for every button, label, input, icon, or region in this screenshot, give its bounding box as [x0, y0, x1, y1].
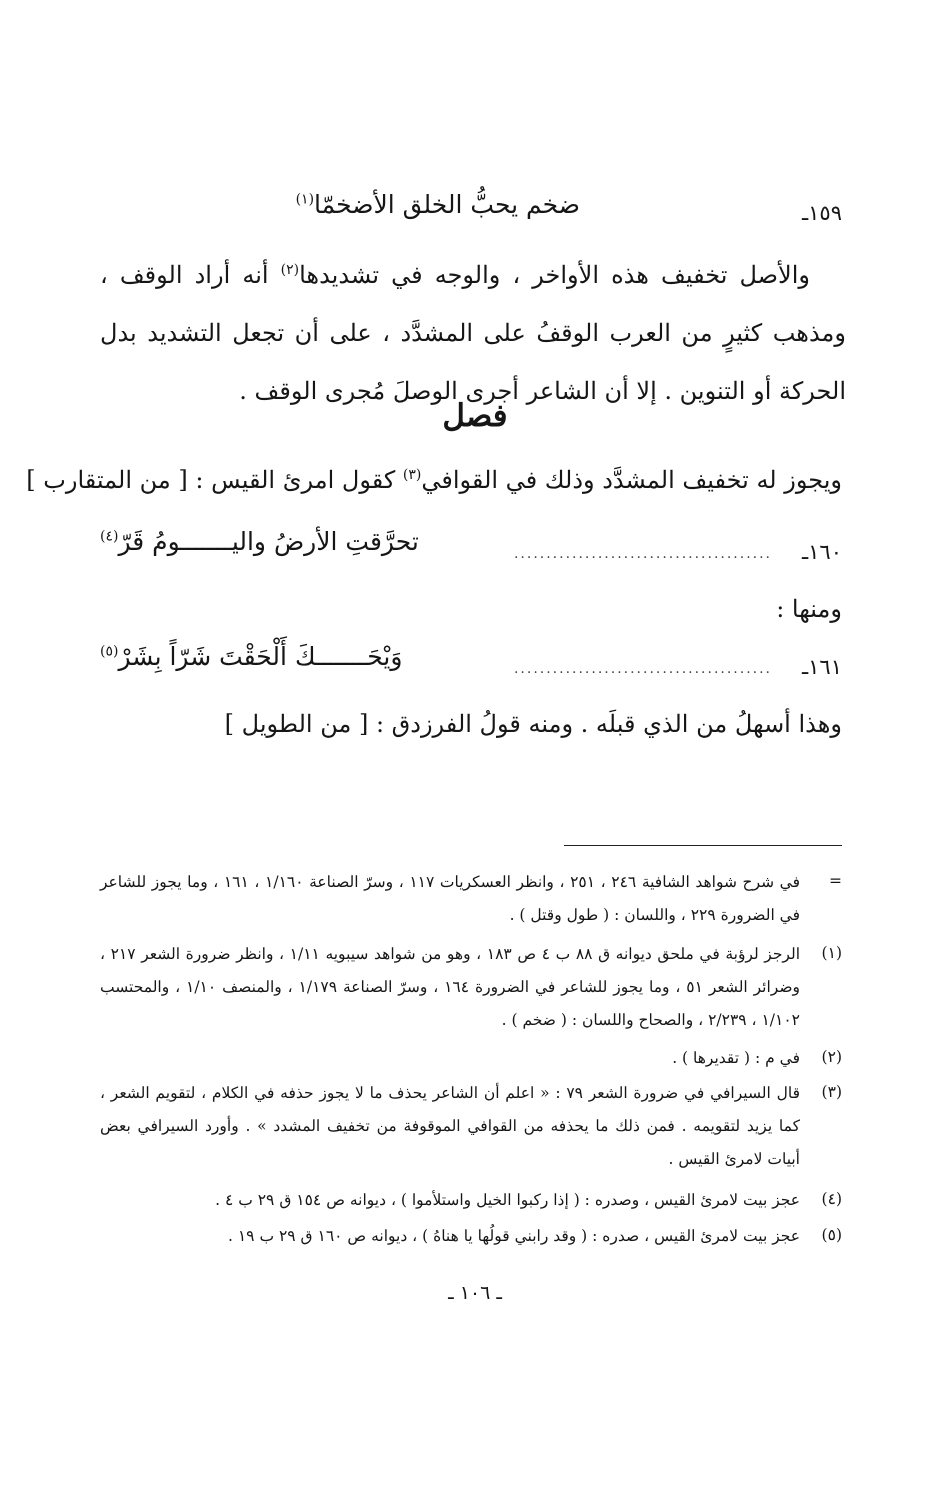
- footnote-4-mark: (٤): [821, 1190, 842, 1208]
- verse-160-line: تحرَّقتِ الأرضُ واليـــــــومُ قَرّ: [118, 527, 419, 556]
- footnote-divider: [564, 845, 842, 846]
- verse-160-ref: (٤): [100, 528, 119, 545]
- footnote-3: قال السيرافي في ضرورة الشعر ٧٩ : « اعلم أن الشاعر يحذف ما لا يجوز حذفه في الكلام ، لتقويم الشعر ، كما يزيد لتقويمه . فمن ذلك ما يحذفه من القوافي الموقوفة من تخفيف المشدد » . وأورد السيرافي بعض أبيات لامرئ القيس .: [100, 1084, 800, 1168]
- verse-160-dots: ........................................: [513, 546, 772, 562]
- paragraph-2: [26, 466, 842, 494]
- paragraph-1-text: والأصل تخفيف هذه الأواخر ، والوجه في تشديدها: [299, 261, 810, 289]
- footnote-1: الرجز لرؤبة في ملحق ديوانه ق ٨٨ ب ٤ ص ١٨٣ ، وهو من شواهد سيبويه ١/١١ ، وانظر ضرورة الشعر ٢١٧ ، وضرائر الشعر ٥١ ، وما يجوز للشاعر في الضرورة ١٦٤ ، وسرّ الصناعة ١/١٧٩ ، والمنصف ١/١٠ ، والمحتسب ١/١٠٢ ، ٢/٢٣٩ ، والصحاح واللسان : ( ضخم ) .: [100, 945, 801, 1029]
- page-number: ـ ١٠٦ ـ: [448, 1282, 502, 1304]
- paragraph-1: [100, 241, 846, 420]
- paragraph-3: وهذا أسهلُ من الذي قبلَه . ومنه قولُ الفرزدق : [ من الطويل ]: [224, 710, 842, 738]
- verse-161-line: وَيْحَـــــــكَ أَلْحَقْتَ شَرّاً بِشَرْ: [118, 642, 403, 671]
- verse-159-text: [296, 190, 580, 219]
- verse-159-number: ١٥٩ـ: [802, 201, 842, 225]
- minha-label: ومنها :: [776, 595, 842, 623]
- section-heading: فصل: [442, 398, 508, 434]
- paragraph-2-text-cont: كقول امرئ القيس : [ من المتقارب ]: [26, 466, 403, 494]
- paragraph-2-ref: (٣): [402, 467, 422, 483]
- footnote-3-mark: (٣): [821, 1083, 842, 1101]
- paragraph-1-text-cont: أنه أراد الوقف ، ومذهب كثيرٍ من العرب الوقفُ على المشدَّد ، على أن تجعل التشديد بدل الحركة أو التنوين . إلا أن الشاعر أجرى الوصلَ مُجرى الوقف .: [100, 261, 846, 405]
- footnote-4: عجز بيت لامرئ القيس ، وصدره : ( إذا ركبوا الخيل واستلأموا ) ، ديوانه ص ١٥٤ ق ٢٩ ب ٤ .: [215, 1191, 800, 1209]
- verse-161-number: ١٦١ـ: [802, 655, 842, 679]
- footnote-continuation-mark: =: [829, 872, 842, 890]
- footnote-5: عجز بيت لامرئ القيس ، صدره : ( وقد رابني قولُها يا هناهُ ) ، ديوانه ص ١٦٠ ق ٢٩ ب ١٩ .: [228, 1227, 800, 1245]
- paragraph-1-ref: (٢): [280, 262, 300, 278]
- verse-159-line: ضخم يحبُّ الخلق الأضخمّا: [314, 190, 580, 219]
- verse-159-ref: (١): [295, 191, 315, 208]
- verse-161-ref: (٥): [100, 643, 119, 660]
- verse-161-dots: ........................................: [513, 661, 772, 677]
- verse-160-number: ١٦٠ـ: [802, 540, 842, 564]
- footnote-2: في م : ( تقديرها ) .: [672, 1049, 800, 1067]
- footnote-2-mark: (٢): [821, 1048, 842, 1066]
- verse-160-text: [100, 527, 419, 556]
- paragraph-2-text: ويجوز له تخفيف المشدَّد وذلك في القوافي: [421, 466, 842, 494]
- footnote-5-mark: (٥): [821, 1226, 842, 1244]
- footnote-continuation: في شرح شواهد الشافية ٢٤٦ ، ٢٥١ ، وانظر العسكريات ١١٧ ، وسرّ الصناعة ١/١٦٠ ، ١٦١ ، وما يجوز للشاعر في الضرورة ٢٢٩ ، واللسان : ( طول وقتل ) .: [100, 873, 801, 924]
- footnote-1-mark: (١): [821, 944, 842, 962]
- verse-161-text: [100, 642, 402, 671]
